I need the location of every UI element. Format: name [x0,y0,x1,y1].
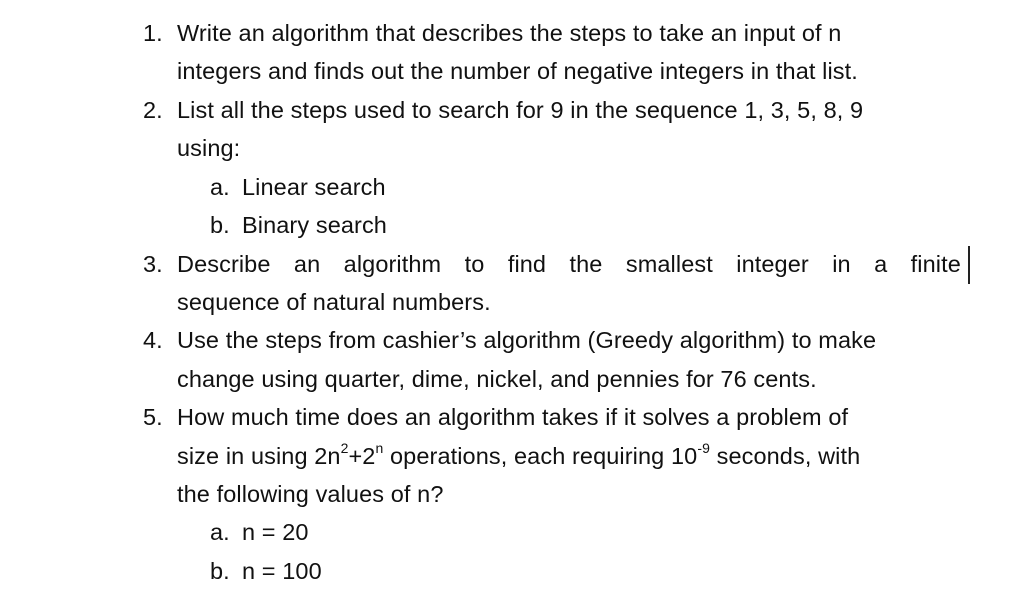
question-2-subitem-b-text: Binary search [242,212,387,238]
question-5-subitem-a-letter: a. [210,519,230,545]
question-3-line-2: sequence of natural numbers. [177,289,491,315]
question-4-line-1: Use the steps from cashier’s algorithm (Greedy algorithm) to make [177,327,877,353]
question-2-line-1: List all the steps used to search for 9 in the sequence 1, 3, 5, 8, 9 [177,97,864,123]
question-5-line-2 [177,442,860,470]
question-1-line-2: integers and finds out the number of negative integers in that list. [177,58,858,84]
question-5-subitem-b-letter: b. [210,558,230,584]
question-2-subitem-a-letter: a. [210,174,230,200]
question-4-line-2: change using quarter, dime, nickel, and pennies for 76 cents. [177,366,817,392]
text-cursor [968,246,970,284]
question-5-subitem-a-text: n = 20 [242,519,309,545]
question-1-line-1: Write an algorithm that describes the steps to take an input of n [177,20,842,46]
question-5-line-2-part-b: +2 [348,443,376,469]
question-5-line-3: the following values of n? [177,481,444,507]
question-5-line-1: How much time does an algorithm takes if it solves a problem of [177,404,849,430]
question-1-number: 1. [143,20,163,46]
question-5-exponent-2: 2 [340,440,349,457]
question-4-number: 4. [143,327,163,353]
question-5-exponent-n: n [375,440,384,457]
question-5-line-2-part-d: seconds, with [709,443,861,469]
question-5-line-2-part-a: size in using 2n [177,443,341,469]
question-2-subitem-a-text: Linear search [242,174,386,200]
question-3-number: 3. [143,251,163,277]
question-3-line-1-text: Describe an algorithm to find the smallest integer in a finite [177,251,961,277]
question-3-line-1 [177,250,961,278]
question-2-number: 2. [143,97,163,123]
question-5-subitem-b-text: n = 100 [242,558,322,584]
question-2-subitem-b-letter: b. [210,212,230,238]
question-2-line-2: using: [177,135,241,161]
question-5-number: 5. [143,404,163,430]
question-5-exponent-neg9: -9 [697,440,710,457]
question-5-line-2-part-c: operations, each requiring 10 [383,443,698,469]
